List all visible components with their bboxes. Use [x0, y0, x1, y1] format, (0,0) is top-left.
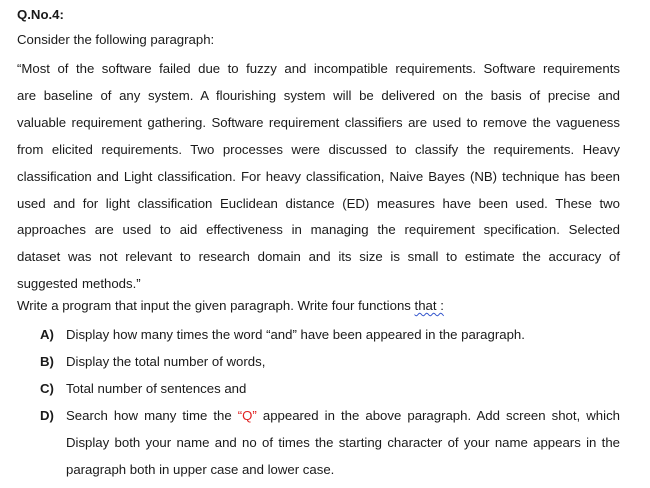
task-item-c [40, 376, 620, 403]
task-text: Display the total number of words, [66, 353, 266, 369]
task-marker: C) [40, 380, 54, 396]
task-line: paragraph both in upper case and lower case. [66, 461, 335, 477]
task-text: Total number of sentences and [66, 380, 247, 396]
paragraph-line: “Most of the software failed due to fuzzy and incompatible requirements. Software requirements [17, 61, 620, 76]
question-number: Q.No.4: [17, 7, 64, 22]
quoted-paragraph [17, 56, 620, 298]
task-item-d [40, 403, 620, 484]
instruction-prompt [17, 296, 444, 316]
task-marker: D) [40, 407, 54, 423]
paragraph-line: valuable requirement gathering. Software requirement classifiers are used to remove the vagueness [17, 114, 620, 130]
task-marker: A) [40, 327, 54, 342]
task-text [66, 403, 620, 484]
paragraph-line: approaches are used to aid effectiveness in managing the requirement specification. Selected [17, 222, 620, 238]
prompt-text: Write a program that input the given paragraph. Write four functions [17, 298, 415, 313]
highlighted-q: “Q” [237, 407, 257, 423]
intro-text: Consider the following paragraph: [17, 32, 215, 47]
paragraph-line: used and for light classification Euclidean distance (ED) measures have been used. These two [17, 195, 620, 211]
spellcheck-flagged-text: that : [414, 298, 444, 313]
task-line: Display both your name and no of times the starting character of your name appears in the [66, 434, 620, 450]
paragraph-line: suggested methods.” [17, 276, 141, 292]
task-item-a [40, 322, 620, 349]
paragraph-line: from elicited requirements. Two processes were discussed to classify the requirements. Heavy [17, 141, 620, 157]
task-list [40, 322, 620, 483]
task-text: Display how many times the word “and” have been appeared in the paragraph. [66, 327, 525, 342]
paragraph-line: are baseline of any system. A flourishing system will be delivered on the basis of precise and [17, 87, 620, 103]
task-item-b [40, 349, 620, 376]
paragraph-line: classification and Light classification. For heavy classification, Naive Bayes (NB) technique has been [17, 168, 620, 184]
task-line: Search how many time the “Q” appeared in the above paragraph. Add screen shot, which [66, 407, 620, 423]
task-marker: B) [40, 353, 54, 369]
paragraph-line: dataset was not relevant to research domain and its size is small to estimate the accuracy of [17, 249, 620, 265]
